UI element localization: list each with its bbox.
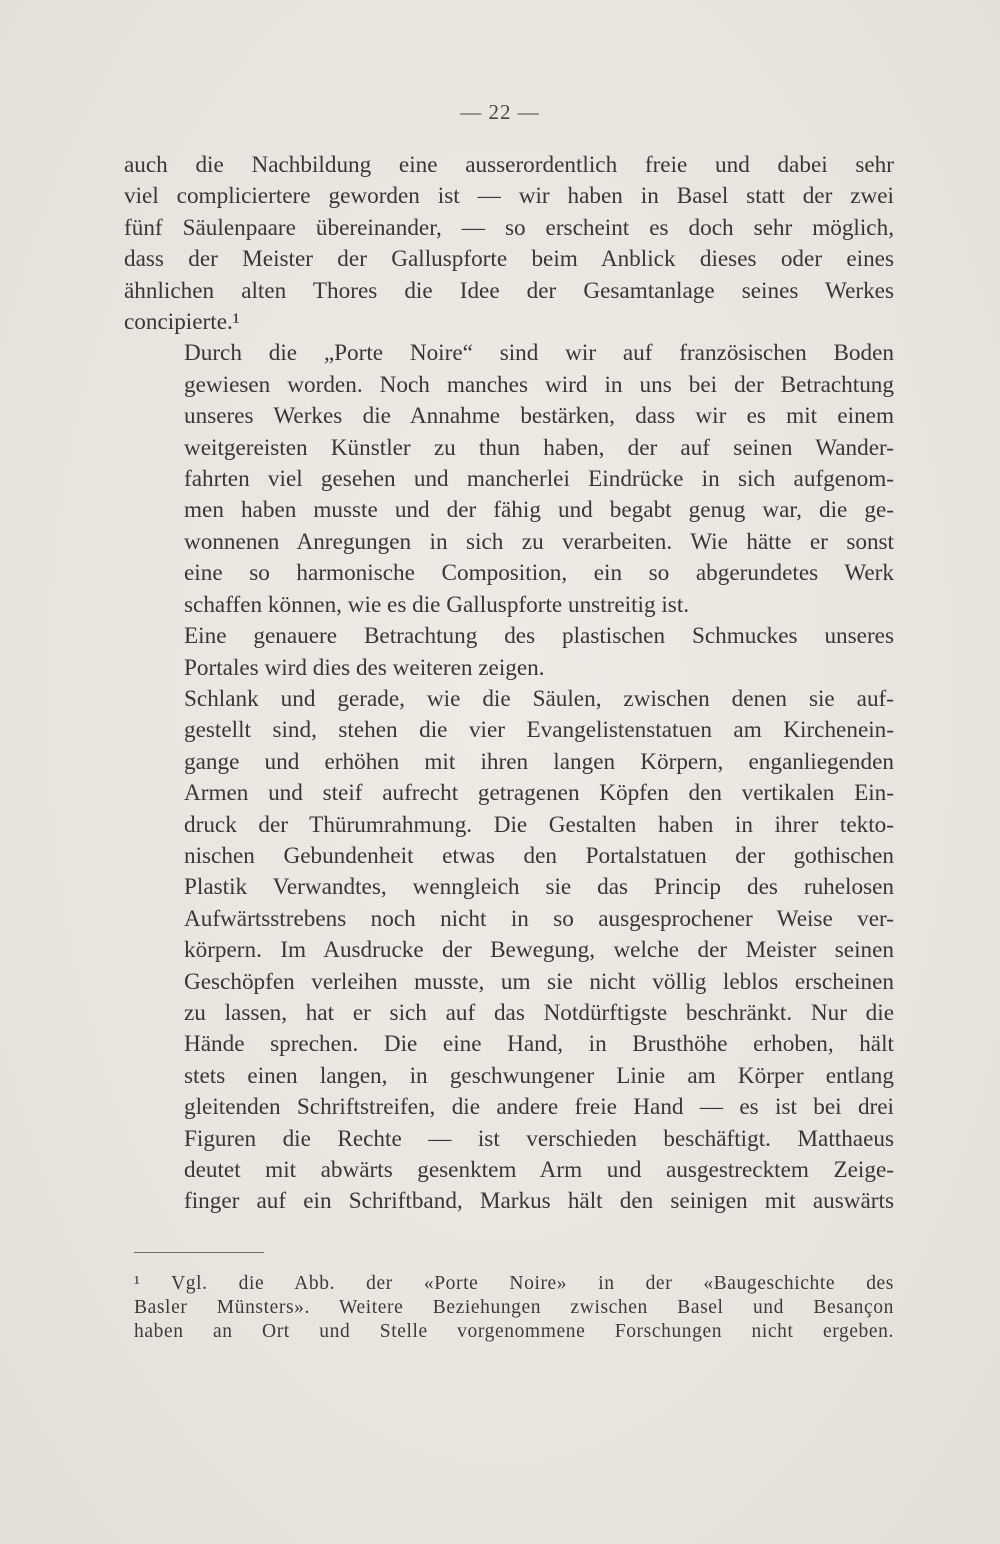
text-line: Plastik Verwandtes, wenngleich sie das Princip des ruhelosen [184,874,894,901]
text-line: körpern. Im Ausdrucke der Bewegung, welche der Meister seinen [184,937,894,964]
paragraph-3 [124,621,894,684]
footnote-divider [134,1252,264,1253]
text-line: druck der Thürumrahmung. Die Gestalten haben in ihrer tekto- [184,811,894,838]
paragraph-2 [124,338,894,621]
text-line: eine so harmonische Composition, ein so abgerundetes Werk [184,560,894,587]
text-line: Portales wird dies des weiteren zeigen. [184,654,545,681]
text-line: gange und erhöhen mit ihren langen Körpern, enganliegenden [184,748,894,775]
text-line: Figuren die Rechte — ist verschieden beschäftigt. Matthaeus [184,1125,894,1152]
text-line: fahrten viel gesehen und mancherlei Eindrücke in sich aufgenom- [184,466,894,493]
text-line: Aufwärtsstrebens noch nicht in so ausgesprochener Weise ver- [184,905,894,932]
text-line: Eine genauere Betrachtung des plastischen Schmuckes unseres [184,623,894,650]
footnote-line: ¹ Vgl. die Abb. der «Porte Noire» in der «Baugeschichte des [134,1273,894,1294]
text-line: finger auf ein Schriftband, Markus hält den seinigen mit auswärts [184,1188,894,1215]
text-line: wonnenen Anregungen in sich zu verarbeiten. Wie hätte er sonst [184,528,894,555]
text-line: weitgereisten Künstler zu thun haben, der auf seinen Wander- [184,434,894,461]
text-line: gewiesen worden. Noch manches wird in uns bei der Betrachtung [184,371,894,398]
text-line: ähnlichen alten Thores die Idee der Gesamtanlage seines Werkes [124,277,894,304]
text-line: Schlank und gerade, wie die Säulen, zwischen denen sie auf- [184,685,894,712]
text-line: Geschöpfen verleihen musste, um sie nicht völlig leblos erscheinen [184,968,894,995]
text-line: men haben musste und der fähig und begabt genug war, die ge- [184,497,894,524]
paragraph-1 [124,150,894,338]
text-line: fünf Säulenpaare übereinander, — so erscheint es doch sehr möglich, [124,214,894,241]
paragraph-4 [124,684,894,1218]
text-line: schaffen können, wie es die Galluspforte unstreitig ist. [184,591,690,618]
text-line: dass der Meister der Galluspforte beim Anblick dieses oder eines [124,246,894,273]
main-text [124,150,894,1218]
footnotes [134,1272,894,1344]
page-number: — 22 — [460,100,540,124]
text-line: stets einen langen, in geschwungener Linie am Körper entlang [184,1062,894,1089]
text-line: unseres Werkes die Annahme bestärken, dass wir es mit einem [184,403,894,430]
footnote-line: haben an Ort und Stelle vorgenommene Forschungen nicht ergeben. [134,1321,894,1342]
footnote-line: Basler Münsters». Weitere Beziehungen zwischen Basel und Besançon [134,1297,894,1318]
text-line: Hände sprechen. Die eine Hand, in Brusthöhe erhoben, hält [184,1031,894,1058]
text-line: zu lassen, hat er sich auf das Notdürftigste beschränkt. Nur die [184,999,894,1026]
text-line: Armen und steif aufrecht getragenen Köpfen den vertikalen Ein- [184,780,894,807]
text-line: Durch die „Porte Noire“ sind wir auf französischen Boden [184,340,894,367]
text-line: deutet mit abwärts gesenktem Arm und ausgestrecktem Zeige- [184,1157,894,1183]
text-line: nischen Gebundenheit etwas den Portalstatuen der gothischen [184,842,894,869]
text-line: gleitenden Schriftstreifen, die andere freie Hand — es ist bei drei [184,1094,894,1121]
text-line: viel compliciertere geworden ist — wir haben in Basel statt der zwei [124,183,894,210]
text-line: concipierte.¹ [124,309,240,336]
text-line: gestellt sind, stehen die vier Evangelistenstatuen am Kirchenein- [184,717,894,744]
text-line: auch die Nachbildung eine ausserordentlich freie und dabei sehr [124,152,894,178]
